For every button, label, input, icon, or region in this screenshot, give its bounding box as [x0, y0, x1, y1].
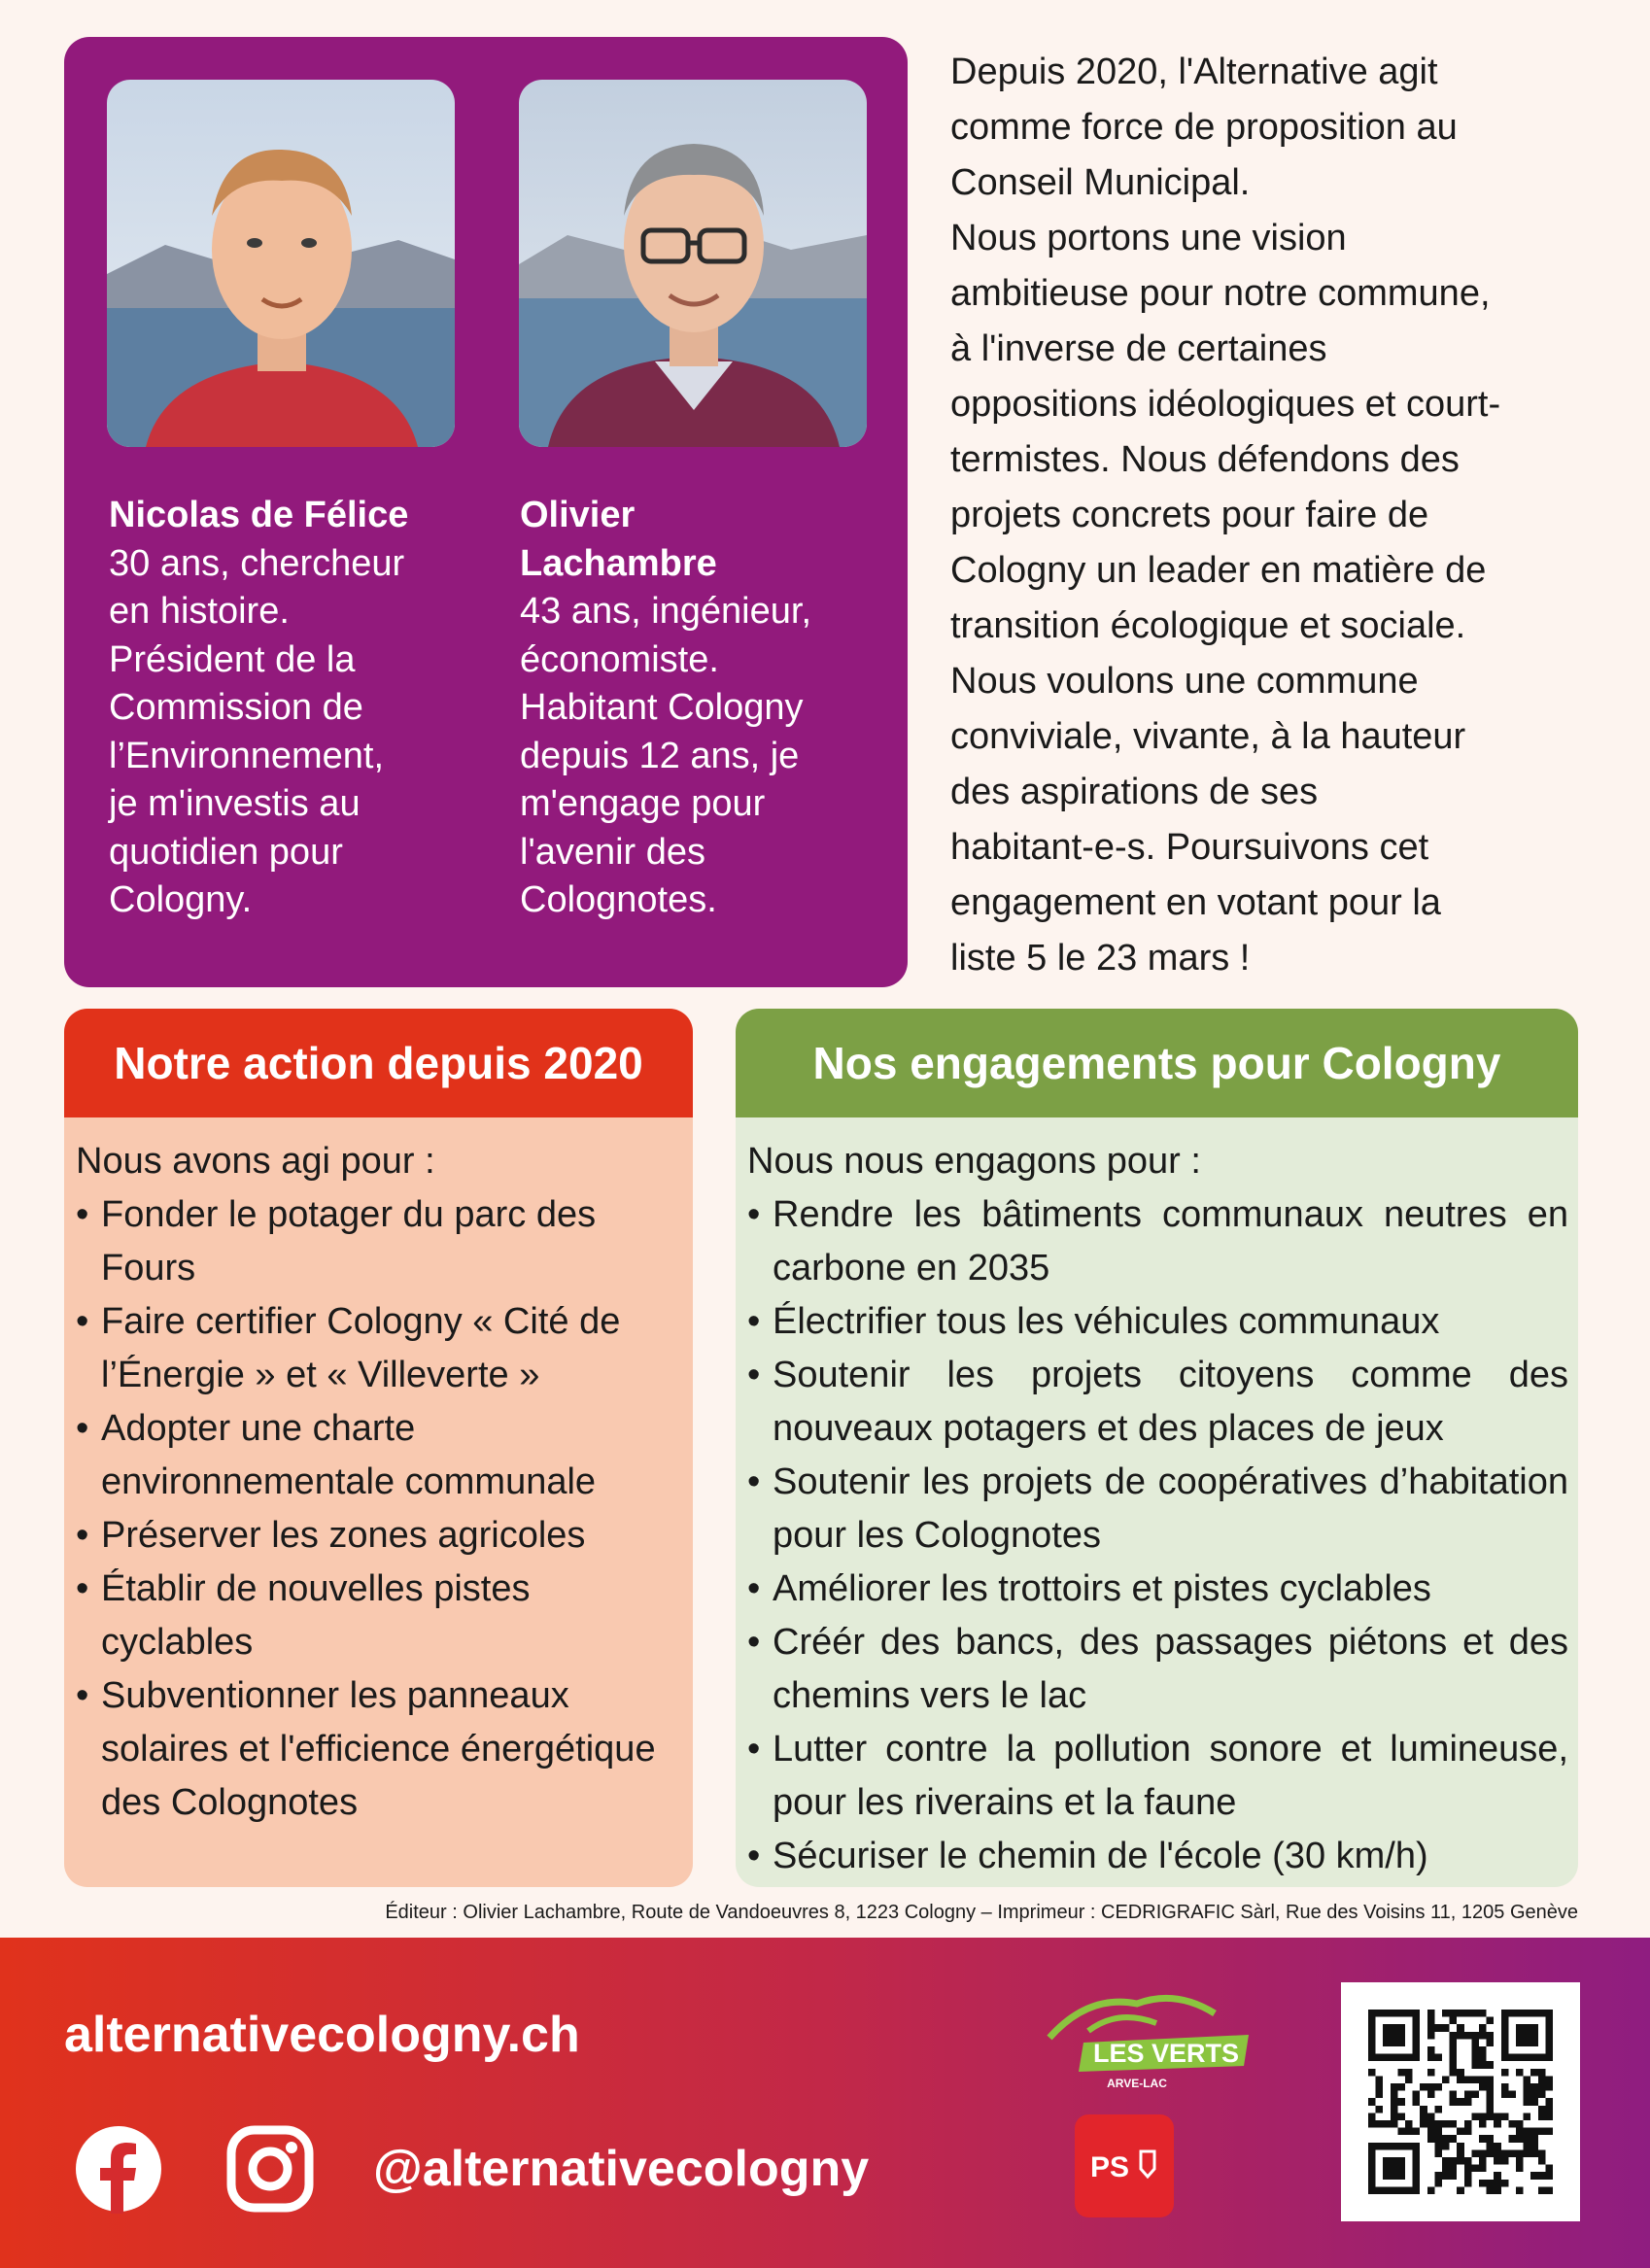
intro-line: liste 5 le 23 mars !: [950, 938, 1251, 979]
intro-line: Cologny un leader en matière de: [950, 550, 1487, 591]
engagements-list: [747, 1188, 1568, 1883]
action-box: [64, 1009, 693, 1887]
list-item: • Soutenir les projets de coopératives d’habitation pour les Colognotes: [747, 1456, 1568, 1563]
list-item: • Lutter contre la pollution sonore et lumineuse, pour les riverains et la faune: [747, 1723, 1568, 1830]
list-item: • Établir de nouvelles pistes cyclables: [76, 1563, 681, 1669]
candidate-name: Olivier: [520, 495, 636, 535]
intro-line: transition écologique et sociale.: [950, 605, 1466, 646]
intro-line: projets concrets pour faire de: [950, 495, 1429, 535]
candidate-desc-line: m'engage pour: [520, 783, 766, 824]
intro-line: conviviale, vivante, à la hauteur: [950, 716, 1466, 757]
candidate-desc-line: économiste.: [520, 638, 719, 680]
candidate-desc-line: en histoire.: [109, 591, 290, 632]
candidate-name: Lachambre: [520, 542, 717, 584]
candidates-panel: [64, 37, 908, 987]
qr-code[interactable]: [1341, 1982, 1580, 2221]
intro-line: ambitieuse pour notre commune,: [950, 273, 1491, 314]
engagements-box: [736, 1009, 1578, 1887]
list-item: • Sécuriser le chemin de l'école (30 km/h): [747, 1830, 1568, 1883]
candidate-name: Nicolas de Félice: [109, 495, 409, 535]
les-verts-logo: [1030, 1984, 1254, 2091]
candidate-desc-line: 43 ans, ingénieur,: [520, 591, 812, 632]
intro-line: habitant-e-s. Poursuivons cet: [950, 827, 1429, 868]
footer: [0, 1938, 1650, 2268]
list-item: • Subventionner les panneaux solaires et l'efficience énergétique des Colognotes: [76, 1669, 681, 1830]
list-item: • Rendre les bâtiments communaux neutres en carbone en 2035: [747, 1188, 1568, 1295]
candidate-photo-nicolas: [107, 80, 455, 447]
website-link[interactable]: alternativecologny.ch: [64, 2007, 580, 2063]
verts-sublabel: ARVE-LAC: [1107, 2077, 1167, 2090]
candidate-desc-line: l'avenir des: [520, 831, 706, 873]
intro-paragraph: [950, 45, 1592, 986]
intro-line: Depuis 2020, l'Alternative agit: [950, 52, 1438, 92]
list-item: • Faire certifier Cologny « Cité de l’Énergie » et « Villeverte »: [76, 1295, 681, 1402]
intro-line: termistes. Nous défendons des: [950, 439, 1460, 480]
social-handle[interactable]: @alternativecologny: [373, 2141, 870, 2197]
list-item: • Électrifier tous les véhicules communaux: [747, 1295, 1568, 1349]
candidate-desc-line: je m'investis au: [109, 783, 361, 824]
instagram-icon[interactable]: [225, 2124, 315, 2214]
engagements-title: Nos engagements pour Cologny: [736, 1009, 1578, 1117]
list-item: • Préserver les zones agricoles: [76, 1509, 681, 1563]
candidate-desc-line: Habitant Cologny: [520, 687, 804, 728]
intro-line: Nous portons une vision: [950, 218, 1347, 258]
action-intro: Nous avons agi pour :: [76, 1141, 435, 1182]
candidate-desc-line: Président de la: [109, 638, 356, 680]
intro-line: comme force de proposition au: [950, 107, 1458, 148]
facebook-icon[interactable]: [74, 2124, 163, 2214]
intro-line: à l'inverse de certaines: [950, 328, 1327, 369]
ps-logo: [1073, 2113, 1176, 2219]
imprint: Éditeur : Olivier Lachambre, Route de Vandoeuvres 8, 1223 Cologny – Imprimeur : CEDRIGRAFIC Sàrl, Rue des Voisins 11, 1205 Genève: [385, 1902, 1578, 1923]
engagements-intro: Nous nous engagons pour :: [747, 1141, 1201, 1182]
action-list: [76, 1188, 681, 1830]
candidate-desc-line: 30 ans, chercheur: [109, 542, 405, 584]
intro-line: oppositions idéologiques et court-: [950, 384, 1501, 425]
list-item: • Améliorer les trottoirs et pistes cyclables: [747, 1563, 1568, 1616]
list-item: • Créér des bancs, des passages piétons et des chemins vers le lac: [747, 1616, 1568, 1723]
candidate-desc-line: depuis 12 ans, je: [520, 735, 800, 776]
list-item: • Soutenir les projets citoyens comme des nouveaux potagers et des places de jeux: [747, 1349, 1568, 1456]
intro-line: Conseil Municipal.: [950, 162, 1251, 203]
action-title: Notre action depuis 2020: [64, 1009, 693, 1117]
candidate-desc-line: Commission de: [109, 687, 363, 728]
verts-label: LES VERTS: [1092, 2039, 1240, 2068]
candidate-desc-line: Colognotes.: [520, 879, 717, 920]
candidate-photo-olivier: [519, 80, 867, 447]
candidate-bio-olivier: [520, 492, 889, 925]
intro-line: des aspirations de ses: [950, 772, 1319, 812]
candidate-desc-line: quotidien pour: [109, 831, 343, 873]
intro-line: Nous voulons une commune: [950, 661, 1419, 702]
intro-line: engagement en votant pour la: [950, 882, 1441, 923]
ps-label: PS: [1089, 2151, 1130, 2183]
candidate-desc-line: Cologny.: [109, 879, 253, 920]
candidate-desc-line: l’Environnement,: [109, 735, 385, 776]
candidate-bio-nicolas: [109, 492, 478, 925]
list-item: • Fonder le potager du parc des Fours: [76, 1188, 681, 1295]
list-item: • Adopter une charte environnementale communale: [76, 1402, 681, 1509]
